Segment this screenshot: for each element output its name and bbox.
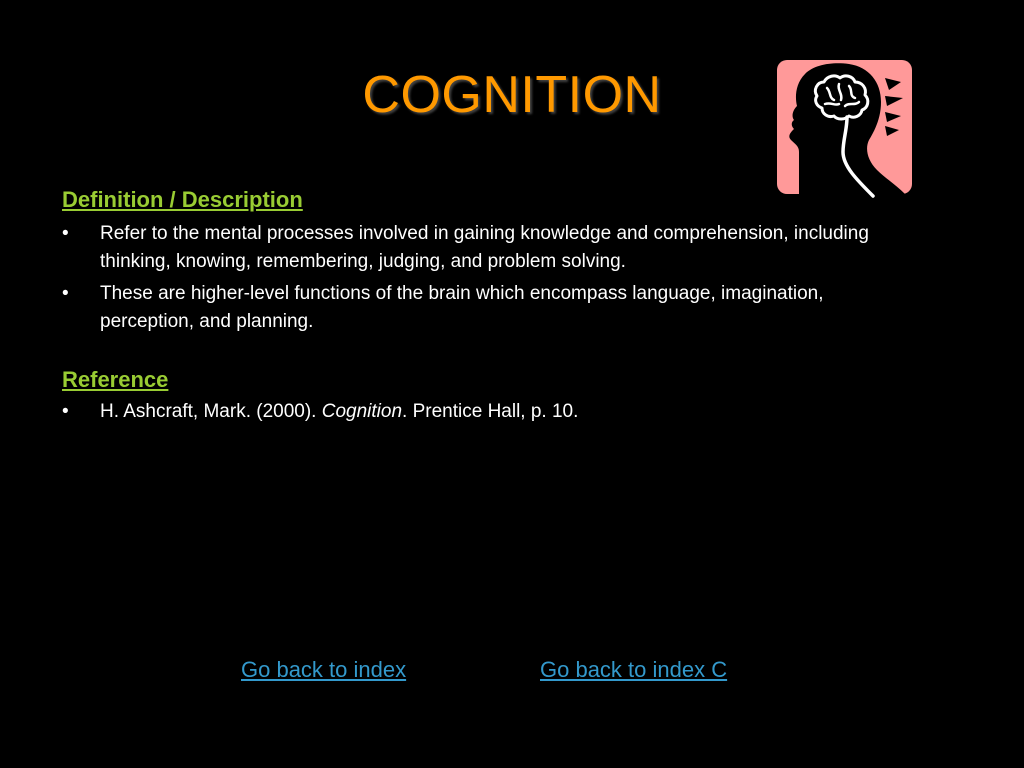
bullet-icon: • [62,223,69,244]
navigation-links [0,656,1024,686]
definition-text: Refer to the mental processes involved in gaining knowledge and comprehension, including thinking, knowing, remembering, judging, and problem solving. [100,223,869,272]
definition-list [62,220,882,335]
definition-item [62,220,882,275]
go-back-to-index-link[interactable]: Go back to index [241,657,407,682]
bullet-icon: • [62,401,69,422]
slide-content [62,186,882,431]
definition-item [62,280,882,335]
definition-heading: Definition / Description [62,187,303,212]
citation-author-year: H. Ashcraft, Mark. (2000). [100,401,322,422]
citation-title: Cognition [321,401,403,422]
definition-text: These are higher-level functions of the brain which encompass language, imagination, perception, and planning. [100,283,824,332]
citation-publisher: . Prentice Hall, p. 10. [402,401,579,422]
reference-heading: Reference [62,367,169,392]
go-back-to-index-c-link[interactable]: Go back to index C [540,657,728,682]
slide-title: COGNITION [362,66,662,124]
bullet-icon: • [62,283,69,304]
reference-list [62,398,882,426]
reference-item [62,398,882,426]
head-with-brain-icon [777,60,912,198]
